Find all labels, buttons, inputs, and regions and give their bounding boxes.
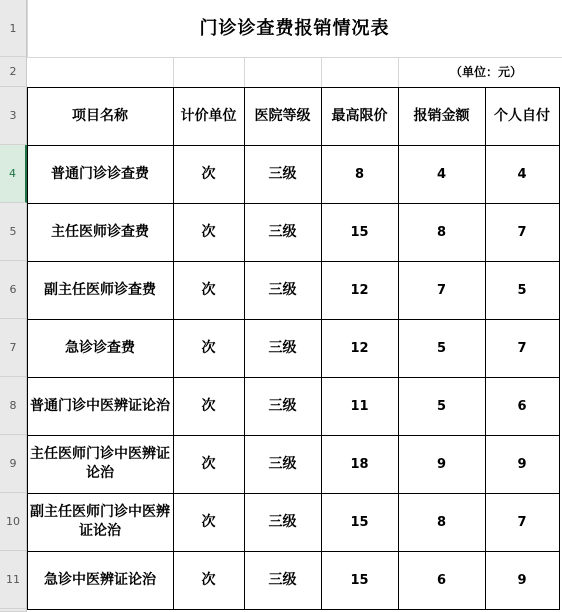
table-border (173, 87, 174, 609)
cell-self-pay[interactable]: 5 (517, 282, 527, 298)
gridline (321, 57, 322, 87)
table-border (27, 319, 560, 320)
table-border (398, 87, 399, 609)
unit-note[interactable]: （单位：元） (449, 64, 522, 79)
cell-item-name[interactable]: 急诊中医辨证论治 (44, 571, 156, 588)
header-hospital-level[interactable]: 医院等级 (254, 107, 311, 124)
row-header-5[interactable]: 5 (0, 203, 27, 261)
cell-pricing-unit[interactable]: 次 (201, 455, 216, 472)
cell-item-name[interactable]: 急诊诊查费 (65, 339, 135, 356)
header-item-name[interactable]: 项目名称 (72, 107, 128, 124)
row-header-10[interactable]: 10 (0, 493, 27, 551)
cell-max-price[interactable]: 11 (350, 398, 369, 414)
cell-pricing-unit[interactable]: 次 (201, 571, 216, 588)
table-border (27, 261, 560, 262)
row-header-1[interactable]: 1 (0, 0, 27, 57)
table-border (485, 87, 486, 609)
row-header-11[interactable]: 11 (0, 551, 27, 609)
cell-reimbursed[interactable]: 8 (436, 224, 447, 240)
table-border (27, 87, 560, 88)
table-border (27, 493, 560, 494)
cell-max-price[interactable]: 15 (350, 224, 369, 240)
cell-hospital-level[interactable]: 三级 (268, 281, 297, 298)
table-border (321, 87, 322, 609)
cell-pricing-unit[interactable]: 次 (201, 223, 216, 240)
table-border (27, 377, 560, 378)
cell-hospital-level[interactable]: 三级 (268, 223, 297, 240)
cell-max-price[interactable]: 12 (350, 282, 369, 298)
table-border (27, 609, 560, 610)
row-header-9[interactable]: 9 (0, 435, 27, 493)
table-border (27, 203, 560, 204)
cell-reimbursed[interactable]: 7 (436, 282, 447, 298)
row-header-2[interactable]: 2 (0, 57, 27, 87)
cell-pricing-unit[interactable]: 次 (201, 339, 216, 356)
cell-self-pay[interactable]: 9 (517, 456, 527, 472)
cell-reimbursed[interactable]: 4 (436, 166, 447, 182)
cell-pricing-unit[interactable]: 次 (201, 513, 216, 530)
cell-reimbursed[interactable]: 5 (436, 398, 447, 414)
header-max-price[interactable]: 最高限价 (331, 107, 388, 124)
gridline (244, 57, 245, 87)
cell-item-name[interactable]: 副主任医师诊查费 (44, 281, 156, 298)
table-border (27, 435, 560, 436)
table-border (559, 87, 560, 609)
table-border (27, 551, 560, 552)
cell-self-pay[interactable]: 7 (517, 224, 527, 240)
cell-hospital-level[interactable]: 三级 (268, 571, 297, 588)
cell-item-name[interactable]: 主任医师诊查费 (51, 223, 149, 240)
cell-hospital-level[interactable]: 三级 (268, 339, 297, 356)
header-reimbursed[interactable]: 报销金额 (413, 107, 470, 124)
cell-item-name[interactable]: 副主任医师门诊中医辨证论治 (30, 504, 170, 539)
cell-hospital-level[interactable]: 三级 (268, 455, 297, 472)
table-border (27, 87, 28, 609)
cell-hospital-level[interactable]: 三级 (268, 165, 297, 182)
cell-reimbursed[interactable]: 9 (436, 456, 447, 472)
cell-reimbursed[interactable]: 6 (436, 572, 447, 588)
cell-reimbursed[interactable]: 8 (436, 514, 447, 530)
table-border (244, 87, 245, 609)
page-title[interactable]: 门诊诊查费报销情况表 (199, 18, 390, 39)
gridline (173, 57, 174, 87)
row-header-8[interactable]: 8 (0, 377, 27, 435)
cell-max-price[interactable]: 18 (350, 456, 369, 472)
cell-max-price[interactable]: 12 (350, 340, 369, 356)
cell-hospital-level[interactable]: 三级 (268, 397, 297, 414)
row-header-7[interactable]: 7 (0, 319, 27, 377)
cell-self-pay[interactable]: 4 (517, 166, 527, 182)
cell-self-pay[interactable]: 9 (517, 572, 527, 588)
cell-item-name[interactable]: 普通门诊诊查费 (51, 165, 149, 182)
cell-self-pay[interactable]: 7 (517, 514, 527, 530)
cell-item-name[interactable]: 主任医师门诊中医辨证论治 (30, 446, 170, 481)
cell-pricing-unit[interactable]: 次 (201, 165, 216, 182)
cell-self-pay[interactable]: 6 (517, 398, 527, 414)
cell-pricing-unit[interactable]: 次 (201, 397, 216, 414)
header-pricing-unit[interactable]: 计价单位 (180, 107, 237, 124)
header-self-pay[interactable]: 个人自付 (494, 107, 550, 124)
cell-reimbursed[interactable]: 5 (436, 340, 447, 356)
cell-pricing-unit[interactable]: 次 (201, 281, 216, 298)
row-header-3[interactable]: 3 (0, 87, 27, 145)
cell-self-pay[interactable]: 7 (517, 340, 527, 356)
cell-max-price[interactable]: 8 (354, 166, 365, 182)
cell-max-price[interactable]: 15 (350, 514, 369, 530)
cell-max-price[interactable]: 15 (350, 572, 369, 588)
table-border (27, 145, 560, 146)
cell-item-name[interactable]: 普通门诊中医辨证论治 (30, 397, 170, 414)
cell-hospital-level[interactable]: 三级 (268, 513, 297, 530)
row-header-4[interactable]: 4 (0, 145, 27, 203)
row-header-6[interactable]: 6 (0, 261, 27, 319)
